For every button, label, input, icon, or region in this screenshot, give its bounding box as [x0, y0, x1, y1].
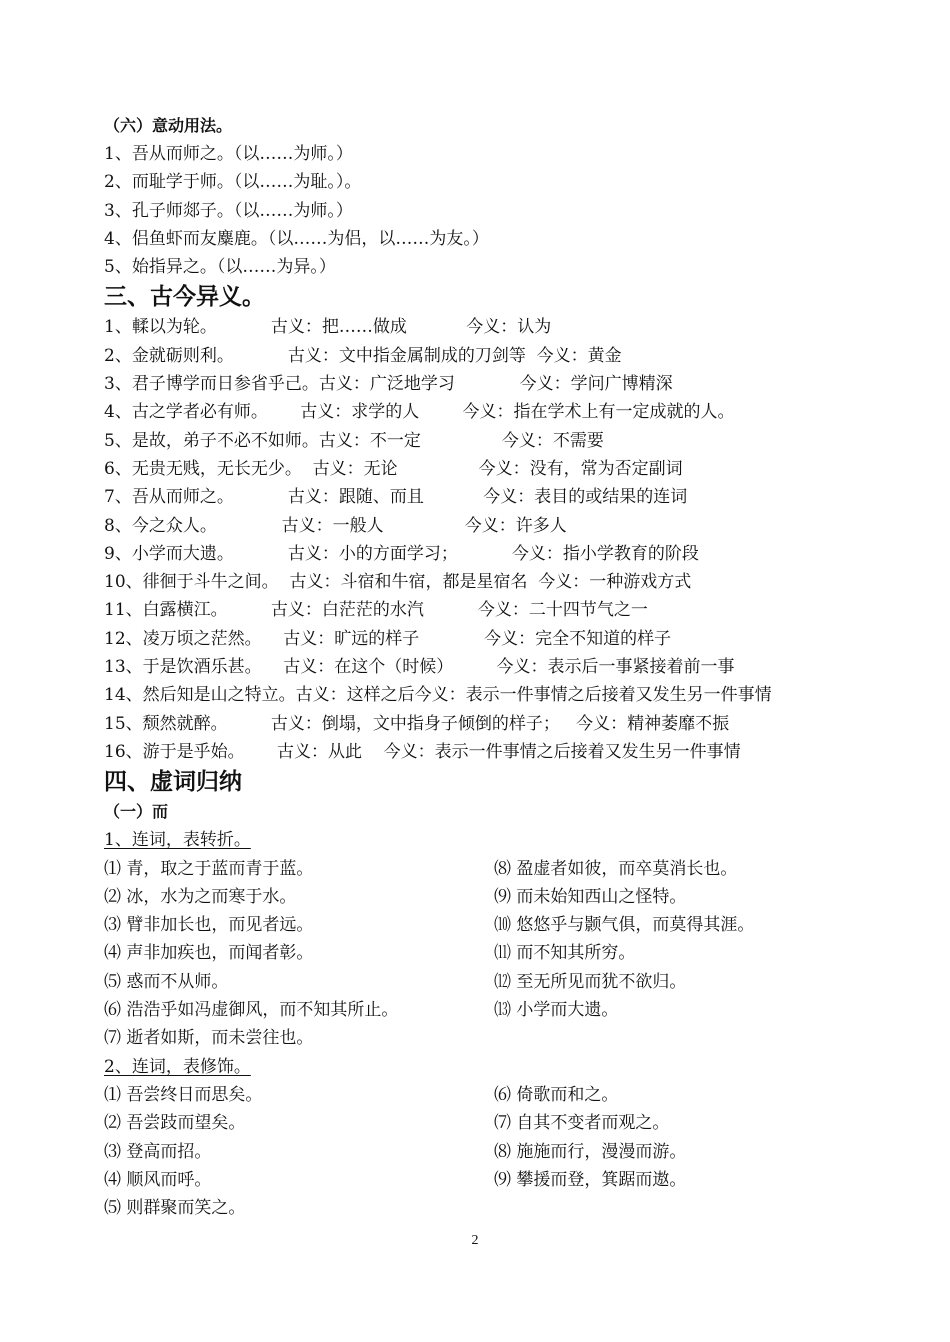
list-item: 10、徘徊于斗牛之间。 古义：斗宿和牛宿，都是星宿名 今义：一种游戏方式 — [104, 572, 692, 593]
list-item: 2、而耻学于师。（以……为耻。）。 — [104, 172, 362, 193]
list-item: 14、然后知是山之特立。古义：这样之后今义：表示一件事情之后接着又发生另一件事情 — [104, 685, 772, 706]
group-2-columns — [104, 1081, 864, 1222]
group-1-right-column — [494, 855, 864, 1053]
list-item: ⒀ 小学而大遗。 — [494, 1000, 619, 1021]
list-item: 9、小学而大遗。 古义：小的方面学习； 今义：指小学教育的阶段 — [104, 543, 699, 564]
group-1-title-text: 1、连词，表转折。 — [104, 830, 251, 851]
section-3-title: 三、古今异义。 — [104, 284, 265, 311]
list-item: 3、孔子师郯子。（以……为师。） — [104, 200, 353, 221]
list-item: ⑽ 悠悠乎与颢气俱，而莫得其涯。 — [494, 915, 755, 936]
list-item: ⑷ 顺风而呼。 — [104, 1169, 212, 1190]
group-2-title-text: 2、连词，表修饰。 — [104, 1056, 251, 1077]
section-6-title: （六）意动用法。 — [104, 116, 233, 135]
section-4-title: 四、虚词归纳 — [104, 769, 242, 796]
list-item: 12、凌万顷之茫然。 古义：旷远的样子 今义：完全不知道的样子 — [104, 628, 672, 649]
list-item: ⑸ 惑而不从师。 — [104, 971, 229, 992]
list-item: ⑾ 而不知其所穷。 — [494, 943, 636, 964]
list-item: 7、吾从而师之。 古义：跟随、而且 今义：表目的或结果的连词 — [104, 487, 688, 508]
list-item: ⑹ 倚歌而和之。 — [494, 1084, 619, 1105]
list-item: ⑷ 声非加疾也，而闻者彰。 — [104, 943, 314, 964]
list-item: ⑴ 吾尝终日而思矣。 — [104, 1084, 263, 1105]
list-item: 1、輮以为轮。 古义：把……做成 今义：认为 — [104, 317, 552, 338]
subsection-er-title: （一）而 — [104, 802, 169, 822]
list-item: ⑹ 浩浩乎如冯虚御风，而不知其所止。 — [104, 1000, 399, 1021]
list-item: ⑸ 则群聚而笑之。 — [104, 1198, 246, 1219]
group-2-title — [104, 1053, 864, 1081]
list-item: 8、今之众人。 古义：一般人 今义：许多人 — [104, 515, 567, 536]
list-item: 15、颓然就醉。 古义：倒塌，文中指身子倾倒的样子； 今义：精神萎靡不振 — [104, 713, 730, 734]
list-item: 5、是故，弟子不必不如师。古义：不一定 今义：不需要 — [104, 430, 604, 451]
list-item: ⑵ 冰，水为之而寒于水。 — [104, 886, 297, 907]
group-1-title — [104, 826, 864, 854]
list-item: ⑺ 逝者如斯，而未尝往也。 — [104, 1028, 314, 1049]
list-item: 2、金就砺则利。 古义：文中指金属制成的刀剑等 今义：黄金 — [104, 345, 622, 366]
list-item: ⑻ 盈虚者如彼，而卒莫消长也。 — [494, 858, 738, 879]
list-item: 11、白露横江。 古义：白茫茫的水汽 今义：二十四节气之一 — [104, 600, 648, 621]
list-item: 4、侣鱼虾而友麋鹿。（以……为侣，以……为友。） — [104, 228, 489, 249]
list-item: 4、古之学者必有师。 古义：求学的人 今义：指在学术上有一定成就的人。 — [104, 402, 735, 423]
list-item: ⑶ 臂非加长也，而见者远。 — [104, 915, 314, 936]
group-1-left-column — [104, 855, 494, 1053]
list-item: ⑻ 施施而行，漫漫而游。 — [494, 1141, 687, 1162]
list-item: ⑴ 青，取之于蓝而青于蓝。 — [104, 858, 314, 879]
list-item: 6、无贵无贱，无长无少。 古义：无论 今义：没有，常为否定副词 — [104, 458, 683, 479]
group-1-columns — [104, 855, 864, 1053]
list-item: ⑼ 攀援而登，箕踞而遨。 — [494, 1169, 687, 1190]
group-2-left-column — [104, 1081, 494, 1222]
list-item: 3、君子博学而日参省乎己。古义：广泛地学习 今义：学问广博精深 — [104, 374, 673, 395]
list-item: ⑿ 至无所见而犹不欲归。 — [494, 971, 687, 992]
list-item: 16、游于是乎始。 古义：从此 今义：表示一件事情之后接着又发生另一件事情 — [104, 741, 741, 762]
list-item: ⑼ 而未始知西山之怪特。 — [494, 886, 687, 907]
document-body — [104, 112, 864, 1222]
list-item: ⑶ 登高而招。 — [104, 1141, 212, 1162]
list-item: ⑵ 吾尝跂而望矣。 — [104, 1113, 246, 1134]
list-item: 1、吾从而师之。（以……为师。） — [104, 144, 353, 164]
page-number: 2 — [471, 1233, 479, 1248]
list-item: 5、始指异之。（以……为异。） — [104, 257, 336, 278]
group-2-right-column — [494, 1081, 864, 1222]
list-item: 13、于是饮酒乐甚。 古义：在这个（时候） 今义：表示后一事紧接着前一事 — [104, 657, 735, 678]
list-item: ⑺ 自其不变者而观之。 — [494, 1113, 670, 1134]
